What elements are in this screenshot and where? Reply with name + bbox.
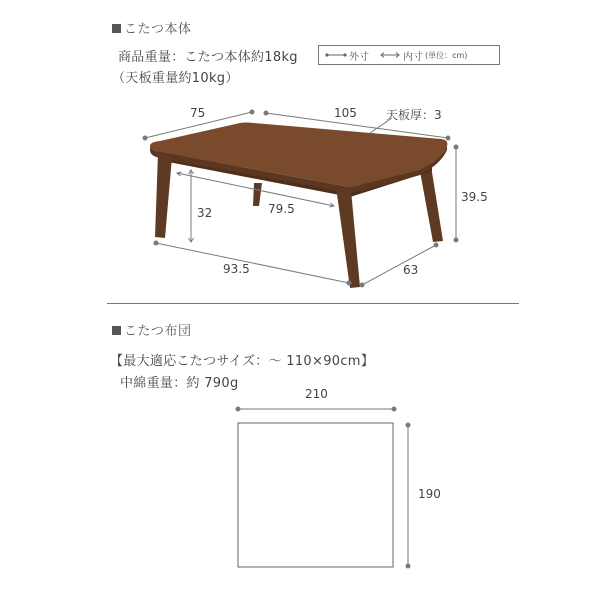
futon-section-title	[112, 320, 192, 339]
legend-inner-label: 内寸	[403, 51, 423, 63]
dim-height-label: 39.5	[461, 190, 488, 204]
section-divider	[107, 303, 519, 304]
legend-outer-label: 外寸	[349, 51, 369, 63]
futon-weight-line: 中綿重量：約 790g	[120, 376, 239, 391]
futon-title-text: こたつ布団	[124, 324, 192, 339]
dim-top-thickness-label: 天板厚：3	[386, 108, 442, 122]
legend-unit-label: (単位：cm)	[425, 50, 468, 60]
futon-size-line: 【最大適応こたつサイズ：～ 110×90cm】	[110, 354, 375, 369]
dim-inner-height-label: 32	[197, 206, 213, 220]
futon-outline	[238, 423, 393, 567]
square-bullet-icon	[112, 326, 121, 335]
front-right-leg	[336, 187, 360, 288]
front-left-leg	[155, 154, 172, 238]
dim-inner-width-label: 79.5	[268, 202, 295, 216]
futon-width-label: 210	[305, 387, 328, 401]
futon-height-label: 190	[418, 487, 441, 501]
kotatsu-top-weight: （天板重量約10kg）	[112, 71, 239, 86]
dim-leg-depth-label: 63	[403, 263, 419, 277]
back-left-leg	[253, 183, 262, 206]
kotatsu-title-text: こたつ本体	[124, 22, 192, 37]
dim-width-label: 105	[334, 106, 357, 120]
dim-leg-width-label: 93.5	[223, 262, 250, 276]
back-right-leg	[419, 166, 443, 242]
dim-depth-label: 75	[190, 106, 206, 120]
kotatsu-weight: 商品重量：こたつ本体約18kg	[118, 50, 298, 65]
